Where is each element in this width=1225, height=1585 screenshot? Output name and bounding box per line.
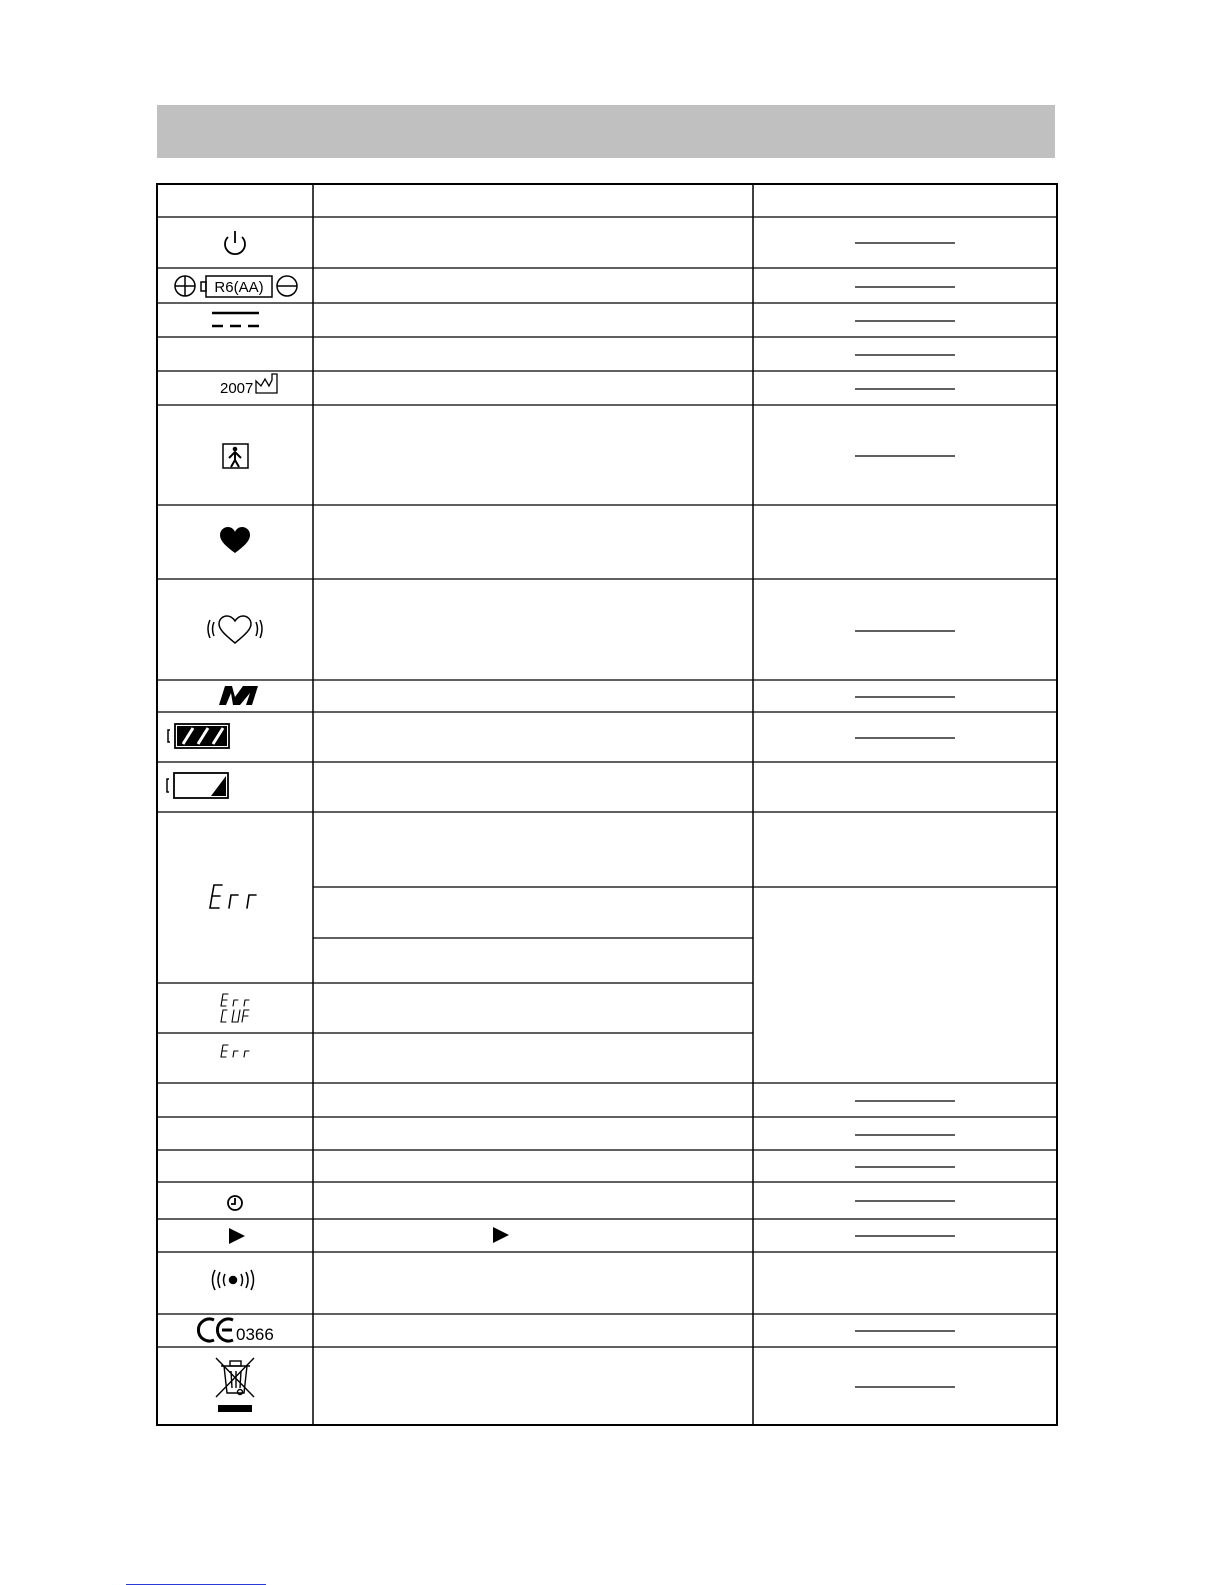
clock-icon [228, 1196, 242, 1210]
heart-icon [220, 527, 250, 553]
weee-bin-icon [216, 1358, 254, 1397]
direct-current-icon [212, 313, 259, 326]
row-dividers [157, 217, 1057, 1347]
error-small-icon [221, 1045, 249, 1057]
arrow-right-icon [229, 1228, 245, 1244]
ce-mark-icon [198, 1319, 273, 1344]
blank-underlines [855, 243, 955, 1387]
battery-polarity-icon [175, 276, 297, 297]
battery-full-icon [168, 724, 229, 748]
ce-number: 0366 [236, 1325, 274, 1344]
table-border [157, 184, 1057, 1425]
type-bf-applied-part-icon [223, 444, 248, 468]
battery-low-icon [167, 773, 228, 798]
power-icon [225, 231, 245, 254]
error-cuff-icon [221, 994, 249, 1022]
signal-alarm-icon [213, 1270, 254, 1290]
memory-icon [219, 686, 258, 705]
irregular-heartbeat-icon [208, 616, 262, 643]
arrow-right-inline-icon [493, 1227, 509, 1243]
manufacture-year: 2007 [220, 380, 254, 397]
weee-bar [218, 1405, 252, 1412]
manufacture-date-icon [220, 374, 277, 397]
battery-label: R6(AA) [214, 279, 264, 296]
error-code-icon [210, 885, 256, 908]
